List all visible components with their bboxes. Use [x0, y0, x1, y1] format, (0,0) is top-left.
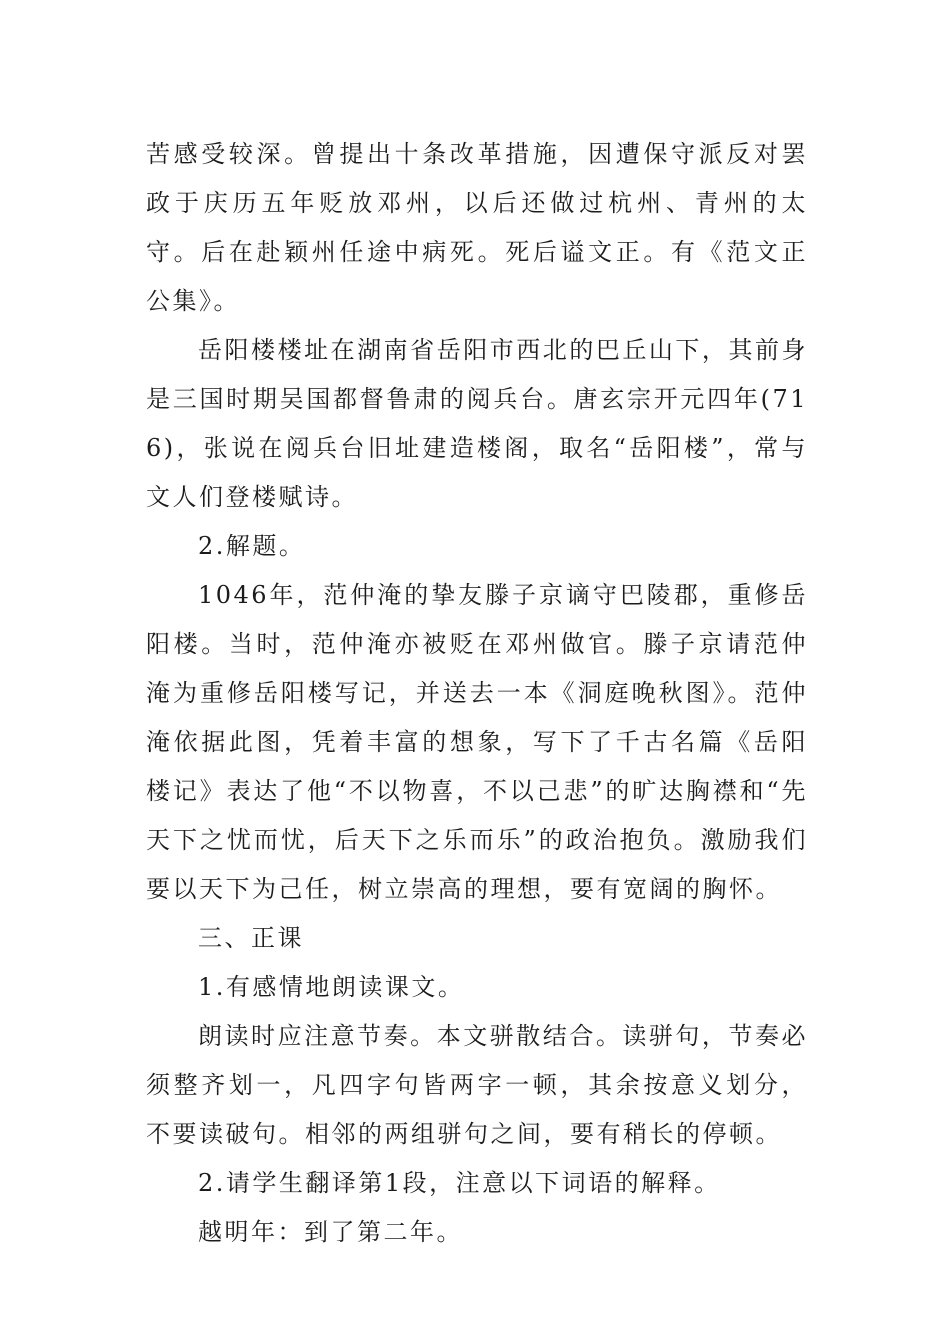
heading-translate-paragraph: 2.请学生翻译第1段，注意以下词语的解释。 — [198, 1169, 721, 1197]
paragraph-reading-rhythm: 朗读时应注意节奏。本文骈散结合。读骈句，节奏必须整齐划一，凡四字句皆两字一顿，其余按意义划分，不要读破句。相邻的两组骈句之间，要有稍长的停顿。 — [146, 1022, 808, 1148]
paragraph-title-explanation: 1046年，范仲淹的挚友滕子京谪守巴陵郡，重修岳阳楼。当时，范仲淹亦被贬在邓州做官。滕子京请范仲淹为重修岳阳楼写记，并送去一本《洞庭晚秋图》。范仲淹依据此图，凭着丰富的想象，写下了千古名篇《岳阳楼记》表达了他“不以物喜，不以己悲”的旷达胸襟和“先天下之忧而忧，后天下之乐而乐”的政治抱负。激励我们要以天下为己任，树立崇高的理想，要有宽阔的胸怀。 — [146, 581, 808, 903]
heading-main-lesson: 三、正课 — [198, 924, 304, 952]
heading-title-explanation: 2.解题。 — [198, 532, 306, 560]
paragraph-word-explanation: 越明年：到了第二年。 — [198, 1218, 463, 1246]
heading-read-aloud: 1.有感情地朗读课文。 — [198, 973, 465, 1001]
paragraph-fan-zhongyan-biography: 苦感受较深。曾提出十条改革措施，因遭保守派反对罢政于庆历五年贬放邓州，以后还做过杭州、青州的太守。后在赴颖州任途中病死。死后谥文正。有《范文正公集》。 — [146, 140, 808, 315]
paragraph-yueyang-tower-history: 岳阳楼楼址在湖南省岳阳市西北的巴丘山下，其前身是三国时期吴国都督鲁肃的阅兵台。唐玄宗开元四年(716)，张说在阅兵台旧址建造楼阁，取名“岳阳楼”，常与文人们登楼赋诗。 — [146, 336, 808, 511]
document-body — [146, 130, 808, 1257]
